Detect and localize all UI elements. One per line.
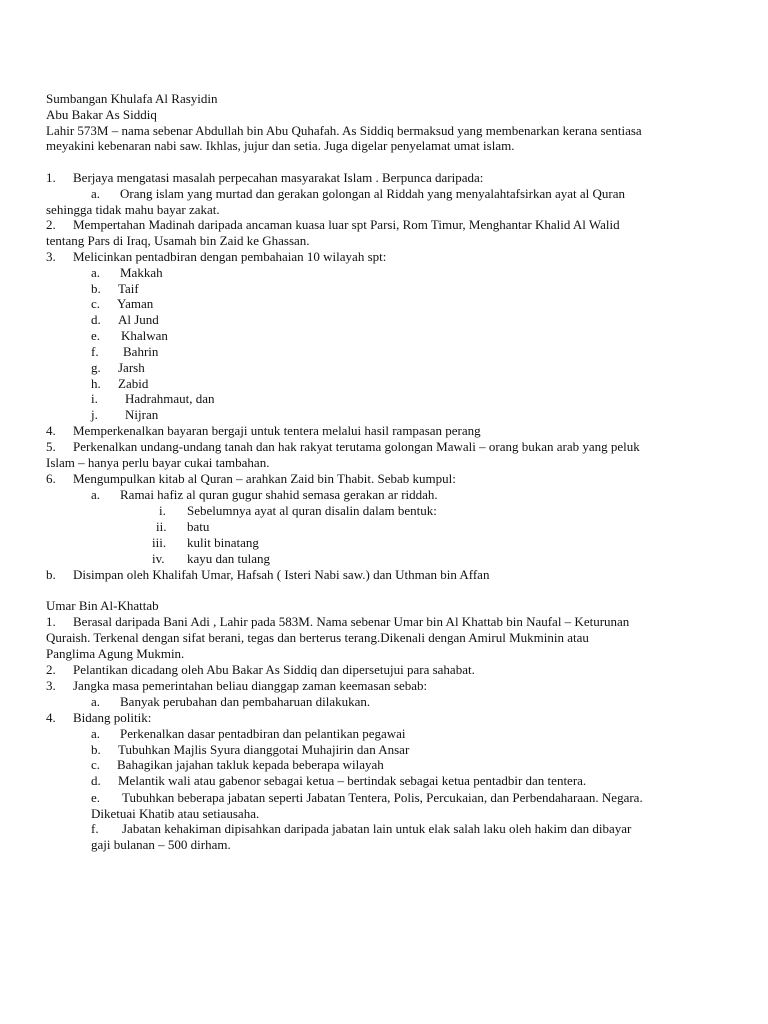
roman-numeral: iii. bbox=[152, 535, 167, 550]
region-item: Zabid bbox=[118, 376, 149, 391]
list-letter: f. bbox=[91, 344, 99, 359]
list-item: Mempertahan Madinah daripada ancaman kuasa luar spt Parsi, Rom Timur, Menghantar Khalid Al Walid bbox=[73, 217, 620, 232]
list-item: Jabatan kehakiman dipisahkan daripada jabatan lain untuk elak salah laku oleh hakim dan dibayar bbox=[122, 821, 632, 836]
roman-numeral: i. bbox=[159, 503, 166, 518]
list-item-continuation: sehingga tidak mahu bayar zakat. bbox=[46, 202, 220, 217]
list-item: batu bbox=[187, 519, 210, 534]
list-letter: c. bbox=[91, 296, 101, 311]
list-letter: b. bbox=[91, 742, 101, 757]
list-letter: h. bbox=[91, 376, 101, 391]
list-letter: d. bbox=[91, 312, 101, 327]
region-item: Yaman bbox=[117, 296, 154, 311]
section-heading-umar: Umar Bin Al-Khattab bbox=[46, 598, 159, 613]
list-letter: a. bbox=[91, 186, 101, 201]
list-letter: b. bbox=[91, 281, 101, 296]
list-number: 2. bbox=[46, 217, 56, 232]
region-item: Bahrin bbox=[123, 344, 159, 359]
list-item-continuation: Islam – hanya perlu bayar cukai tambahan. bbox=[46, 455, 270, 470]
list-letter: i. bbox=[91, 391, 98, 406]
list-item: Jangka masa pemerintahan beliau dianggap zaman keemasan sebab: bbox=[73, 678, 428, 693]
list-item: Berasal daripada Bani Adi , Lahir pada 583M. Nama sebenar Umar bin Al Khattab bin Naufal – Keturunan bbox=[73, 614, 630, 629]
region-item: Jarsh bbox=[118, 360, 145, 375]
region-item: Nijran bbox=[125, 407, 159, 422]
region-item: Makkah bbox=[120, 265, 163, 280]
list-item: Melantik wali atau gabenor sebagai ketua – bertindak sebagai ketua pentadbir dan tentera. bbox=[118, 773, 587, 788]
list-letter: a. bbox=[91, 265, 101, 280]
list-letter: f. bbox=[91, 821, 99, 836]
list-item: Perkenalkan undang-undang tanah dan hak rakyat terutama golongan Mawali – orang bukan arab yang peluk bbox=[73, 439, 640, 454]
list-item: Orang islam yang murtad dan gerakan golongan al Riddah yang menyalahtafsirkan ayat al Quran bbox=[120, 186, 626, 201]
list-item: Melicinkan pentadbiran dengan pembahaian 10 wilayah spt: bbox=[73, 249, 387, 264]
list-item: Sebelumnya ayat al quran disalin dalam bentuk: bbox=[187, 503, 437, 518]
list-item: Tubuhkan beberapa jabatan seperti Jabatan Tentera, Polis, Percukaian, dan Perbendaharaan. Negara. bbox=[122, 790, 643, 805]
list-item-continuation: Panglima Agung Mukmin. bbox=[46, 646, 185, 661]
region-item: Hadrahmaut, dan bbox=[125, 391, 215, 406]
list-item: kayu dan tulang bbox=[187, 551, 271, 566]
list-letter: a. bbox=[91, 694, 101, 709]
list-number: 2. bbox=[46, 662, 56, 677]
list-number: 3. bbox=[46, 249, 56, 264]
list-letter: j. bbox=[91, 407, 98, 422]
list-item: Tubuhkan Majlis Syura dianggotai Muhajirin dan Ansar bbox=[118, 742, 410, 757]
list-number: 1. bbox=[46, 170, 56, 185]
list-letter: e. bbox=[91, 790, 101, 805]
region-item: Al Jund bbox=[118, 312, 159, 327]
list-letter: b. bbox=[46, 567, 56, 582]
list-item: Pelantikan dicadang oleh Abu Bakar As Siddiq dan dipersetujui para sahabat. bbox=[73, 662, 475, 677]
list-item-continuation: gaji bulanan – 500 dirham. bbox=[91, 837, 231, 852]
list-item-continuation: Quraish. Terkenal dengan sifat berani, tegas dan berterus terang.Dikenali dengan Amirul Mukminin atau bbox=[46, 630, 589, 645]
list-number: 6. bbox=[46, 471, 56, 486]
list-item: Ramai hafiz al quran gugur shahid semasa gerakan ar riddah. bbox=[120, 487, 438, 502]
list-letter: d. bbox=[91, 773, 101, 788]
document-title: Sumbangan Khulafa Al Rasyidin bbox=[46, 91, 218, 106]
list-item: Memperkenalkan bayaran bergaji untuk tentera melalui hasil rampasan perang bbox=[73, 423, 481, 438]
list-number: 4. bbox=[46, 710, 56, 725]
list-number: 3. bbox=[46, 678, 56, 693]
list-letter: a. bbox=[91, 487, 101, 502]
list-item: Banyak perubahan dan pembaharuan dilakukan. bbox=[120, 694, 371, 709]
section-heading-abu-bakar: Abu Bakar As Siddiq bbox=[46, 107, 157, 122]
list-number: 4. bbox=[46, 423, 56, 438]
list-item-continuation: Diketuai Khatib atau setiausaha. bbox=[91, 806, 260, 821]
list-item: Disimpan oleh Khalifah Umar, Hafsah ( Isteri Nabi saw.) dan Uthman bin Affan bbox=[73, 567, 490, 582]
list-letter: a. bbox=[91, 726, 101, 741]
list-letter: c. bbox=[91, 757, 101, 772]
region-item: Khalwan bbox=[121, 328, 168, 343]
list-item: kulit binatang bbox=[187, 535, 259, 550]
intro-line: meyakini kebenaran nabi saw. Ikhlas, jujur dan setia. Juga digelar penyelamat umat islam. bbox=[46, 138, 515, 153]
list-item: Bidang politik: bbox=[73, 710, 152, 725]
list-item: Perkenalkan dasar pentadbiran dan pelantikan pegawai bbox=[120, 726, 406, 741]
roman-numeral: iv. bbox=[152, 551, 165, 566]
list-number: 5. bbox=[46, 439, 56, 454]
list-item: Bahagikan jajahan takluk kepada beberapa wilayah bbox=[117, 757, 384, 772]
roman-numeral: ii. bbox=[156, 519, 167, 534]
list-item: Mengumpulkan kitab al Quran – arahkan Zaid bin Thabit. Sebab kumpul: bbox=[73, 471, 456, 486]
region-item: Taif bbox=[118, 281, 139, 296]
intro-line: Lahir 573M – nama sebenar Abdullah bin Abu Quhafah. As Siddiq bermaksud yang membenarkan kerana sentiasa bbox=[46, 123, 642, 138]
list-letter: g. bbox=[91, 360, 101, 375]
list-item-continuation: tentang Pars di Iraq, Usamah bin Zaid ke Ghassan. bbox=[46, 233, 310, 248]
list-number: 1. bbox=[46, 614, 56, 629]
list-letter: e. bbox=[91, 328, 101, 343]
list-item: Berjaya mengatasi masalah perpecahan masyarakat Islam . Berpunca daripada: bbox=[73, 170, 484, 185]
